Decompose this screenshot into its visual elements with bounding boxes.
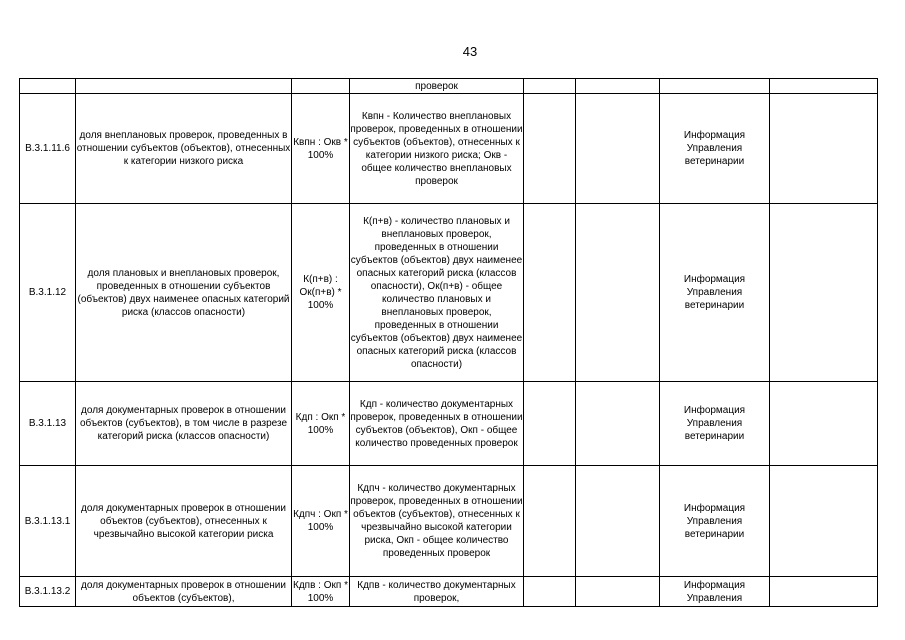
cell-description: доля плановых и внеплановых проверок, проведенных в отношении субъектов (объектов) двух наименее опасных категорий риска (классов опасности) bbox=[76, 204, 292, 382]
cell-empty bbox=[770, 577, 878, 607]
cell-method: Кдпч - количество документарных проверок, проведенных в отношении объектов (субъектов), отнесенных к чрезвычайно высокой категории риска, Окп - общее количество проведенных проверок bbox=[350, 466, 524, 577]
cell-method: Кдп - количество документарных проверок, проведенных в отношении субъектов (объектов), Окп - общее количество проведенных проверок bbox=[350, 382, 524, 466]
cell-empty bbox=[524, 577, 576, 607]
cell-source: Информация Управления ветеринарии bbox=[660, 382, 770, 466]
cell-formula: Кдп : Окп * 100% bbox=[292, 382, 350, 466]
cell-code: В.3.1.11.6 bbox=[20, 94, 76, 204]
table-row bbox=[20, 382, 878, 466]
cell-method: проверок bbox=[350, 79, 524, 94]
cell-source: Информация Управления bbox=[660, 577, 770, 607]
cell-empty bbox=[524, 79, 576, 94]
cell-empty bbox=[770, 204, 878, 382]
cell-formula: К(п+в) : Ок(п+в) * 100% bbox=[292, 204, 350, 382]
cell-source: Информация Управления ветеринарии bbox=[660, 466, 770, 577]
cell-empty bbox=[576, 466, 660, 577]
table-row bbox=[20, 466, 878, 577]
cell-method: Кдпв - количество документарных проверок, bbox=[350, 577, 524, 607]
cell-empty bbox=[770, 94, 878, 204]
cell-method: К(п+в) - количество плановых и внеплановых проверок, проведенных в отношении субъектов (объектов) двух наименее опасных категорий риска (классов опасности), Ок(п+в) - общее количество плановых и внеплановых проверок, проведенных в отношении субъектов (объектов) двух наименее опасных категорий риска (классов опасности) bbox=[350, 204, 524, 382]
cell-source: Информация Управления ветеринарии bbox=[660, 94, 770, 204]
cell-empty bbox=[770, 466, 878, 577]
cell-code bbox=[20, 79, 76, 94]
cell-formula: Кдпв : Окп * 100% bbox=[292, 577, 350, 607]
cell-description: доля внеплановых проверок, проведенных в отношении субъектов (объектов), отнесенных к категории низкого риска bbox=[76, 94, 292, 204]
cell-empty bbox=[524, 204, 576, 382]
cell-description: доля документарных проверок в отношении объектов (субъектов), bbox=[76, 577, 292, 607]
cell-empty bbox=[770, 382, 878, 466]
cell-empty bbox=[576, 94, 660, 204]
cell-code: В.3.1.13.2 bbox=[20, 577, 76, 607]
cell-empty bbox=[524, 94, 576, 204]
cell-empty bbox=[770, 79, 878, 94]
cell-empty bbox=[524, 466, 576, 577]
cell-description: доля документарных проверок в отношении объектов (субъектов), в том числе в разрезе категорий риска (классов опасности) bbox=[76, 382, 292, 466]
cell-formula bbox=[292, 79, 350, 94]
cell-empty bbox=[576, 204, 660, 382]
cell-empty bbox=[576, 382, 660, 466]
cell-method: Квпн - Количество внеплановых проверок, проведенных в отношении субъектов (объектов), отнесенных к категории низкого риска; Окв - общее количество внеплановых проверок bbox=[350, 94, 524, 204]
cell-code: В.3.1.13 bbox=[20, 382, 76, 466]
page-number: 43 bbox=[462, 44, 478, 59]
cell-source: Информация Управления ветеринарии bbox=[660, 204, 770, 382]
cell-code: В.3.1.13.1 bbox=[20, 466, 76, 577]
cell-empty bbox=[576, 79, 660, 94]
cell-description: доля документарных проверок в отношении объектов (субъектов), отнесенных к чрезвычайно высокой категории риска bbox=[76, 466, 292, 577]
cell-code: В.3.1.12 bbox=[20, 204, 76, 382]
indicator-table bbox=[19, 78, 878, 607]
cell-formula: Кдпч : Окп * 100% bbox=[292, 466, 350, 577]
table-row bbox=[20, 94, 878, 204]
cell-source bbox=[660, 79, 770, 94]
table-row bbox=[20, 204, 878, 382]
cell-description bbox=[76, 79, 292, 94]
table-row bbox=[20, 577, 878, 607]
table-row-continuation bbox=[20, 79, 878, 94]
cell-empty bbox=[524, 382, 576, 466]
cell-empty bbox=[576, 577, 660, 607]
cell-formula: Квпн : Окв * 100% bbox=[292, 94, 350, 204]
